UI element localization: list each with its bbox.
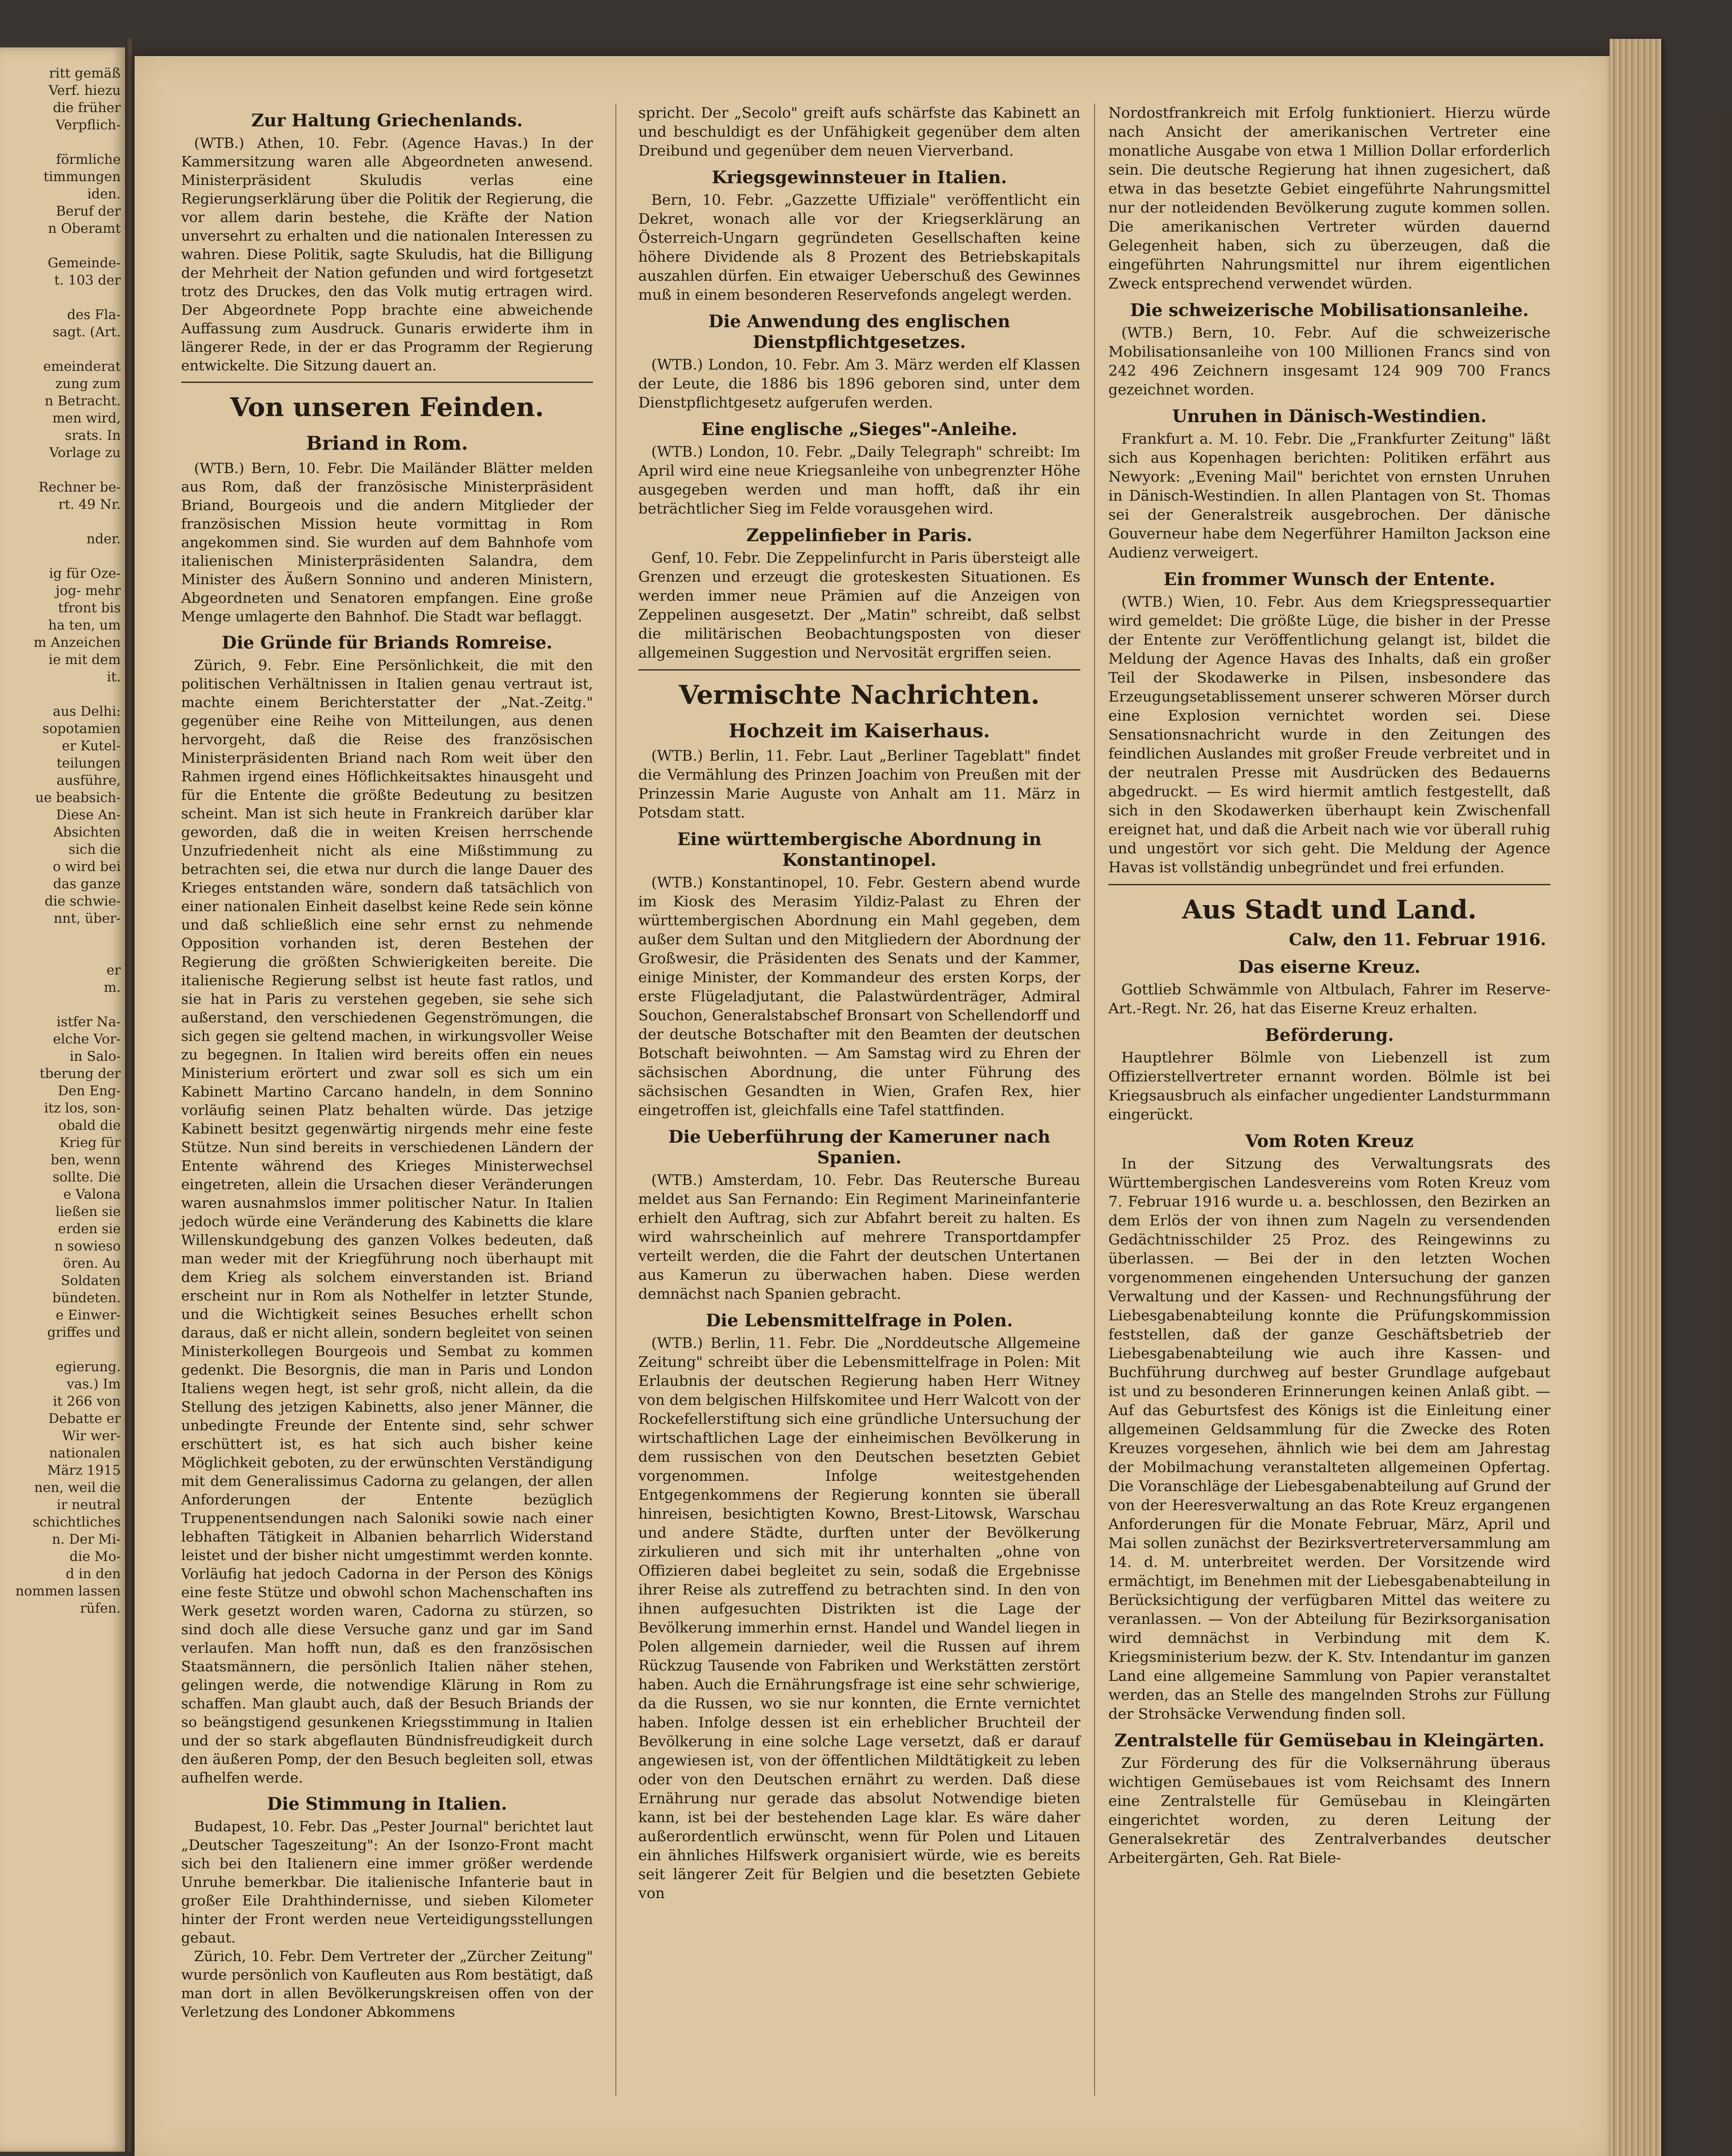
article-headline: Beförderung. <box>1265 1025 1394 1045</box>
left-page-text-fragment: nommen lassen <box>15 1583 121 1599</box>
left-page-text-fragment: emeinderat <box>43 359 121 374</box>
article-paragraph: Frankfurt a. M. 10. Febr. Die „Frankfurter Zeitung" läßt sich aus Kopenhagen berichten: Politiken erfährt aus Newyork: „Evening Mail" berichtet von ernsten Unruhen in Dänisch-Westindien. In allen Plantagen von St. Thomas sei der Generalstreik ausgebrochen. Der dänische Gouverneur habe dem Negerführer Hamilton Jackson eine Audienz verweigert. <box>1108 430 1550 561</box>
left-page-text-fragment: aus Delhi: <box>53 704 121 719</box>
article-paragraph: Zürich, 9. Febr. Eine Persönlichkeit, die mit den politischen Verhältnissen in Italien genau vertraut ist, machte einem Berichterstatter der „Nat.-Zeitg." gegenüber eine Reihe von Mitteilungen, aus denen hervorgeht, daß die Reise des französischen Ministerpräsidenten Briand nach Rom weit über den Rahmen irgend eines Höflichkeitsaktes hinausgeht und für die Entente die größte Bedeutung zu besitzen scheint. Man ist sich heute in Frankreich darüber klar geworden, daß die in weiten Kreisen herrschende Unzufriedenheit nicht als eine Mißstimmung zu betrachten sei, die etwa nur durch die lange Dauer des Krieges entstanden wäre, sondern daß tatsächlich von einer nationalen Einheit daselbst keine Rede sein könne und daß schließlich eine sehr ernst zu nehmende Opposition vorhanden ist, deren Bestehen der Regierung die größten Schwierigkeiten bereite. Die italienische Regierung selbst ist heute fast ratlos, und sie hat in Paris zu verstehen gegeben, sie sehe sich außerstand, den verschiedenen Gegenströmungen, die sich gegen sie geltend machen, in wirkungsvoller Weise zu begegnen. In Italien wird bereits offen ein neues Ministerium erörtert und zwar soll es sich um ein Kabinett Martino Carcano handeln, in dem Sonnino vorläufig seinen Platz behalten würde. Das jetzige Kabinett besitzt gegenwärtig nirgends mehr eine feste Stütze. Nun sind bereits in verschiedenen Ländern der Entente während des Krieges Ministerwechsel eingetreten, allein die Ursachen dieser Veränderungen waren ausnahmslos immer politischer Natur. In Italien jedoch würde eine Veränderung des Kabinetts die klare Willenskundgebung des ganzen Volkes bedeuten, daß man weder mit der Kriegführung noch überhaupt mit dem Krieg als solchem einverstanden ist. Briand erscheint nur in Rom als Nothelfer in letzter Stunde, und die Wichtigkeit seines Besuches erhellt schon daraus, daß er nicht allein, sondern begleitet von seinen Ministerkollegen Bourgeois und Sembat zu kommen gedenkt. Die Besorgnis, die man in Paris und London Italiens wegen hegt, ist sehr groß, nicht allein, da die Stellung des jetzigen Kabinetts, also jener Männer, die unbedingte Freunde der Entente sind, sehr schwer erschüttert ist, es hat sich auch bisher keine Möglichkeit geboten, zu der erwünschten Verständigung mit dem Generalissimus Cadorna zu gelangen, der allen Anforderungen der Entente bezüglich Truppenentsendungen nach Saloniki sowie nach einer lebhaften Tätigkeit in Albanien beharrlich Widerstand leistet und der bisher nicht umgestimmt werden konnte. Vorläufig hat jedoch Cadorna in der Person des Königs eine feste Stütze und obwohl schon Machenschaften ins Werk gesetzt worden waren, Cadorna zu stürzen, so sind doch alle diese Versuche ganz und gar im Sand verlaufen. Man hofft nun, daß es den französischen Staatsmännern, die persönlich Italien näher stehen, gelingen werde, die notwendige Klärung in Rom zu schaffen. Man glaubt auch, daß der Besuch Briands der so beängstigend gesunkenen Kriegsstimmung in Italien und der so stark abgeflauten Bündnisfreudigkeit durch den äußeren Pomp, der den Besuch begleiten soll, etwas aufhelfen werde. <box>181 657 593 1786</box>
left-page-text-fragment: Absichten <box>53 824 121 840</box>
left-page-text-fragment: Verpflich- <box>56 117 121 133</box>
left-page-text-fragment: ören. Au <box>63 1256 121 1271</box>
left-page-text-fragment: zung zum <box>55 376 121 392</box>
stacked-page-edges <box>1610 39 1661 2156</box>
left-page-text-fragment: n Betracht. <box>44 393 121 409</box>
article-paragraph: Budapest, 10. Febr. Das „Pester Journal" berichtet laut „Deutscher Tageszeitung": An der Isonzo-Front macht sich bei den Italienern eine immer größer werdende Unruhe bemerkbar. Die italienische Infanterie baut in großer Eile Drahthindernisse, und sieben Kilometer hinter der Front werden neue Verteidigungsstellungen gebaut. <box>181 1818 593 1946</box>
left-page-text-fragment: tfront bis <box>58 600 121 616</box>
section-heading: Aus Stadt und Land. <box>1182 895 1477 925</box>
left-page-text-fragment: nationalen <box>49 1445 121 1461</box>
left-page-text-fragment: Gemeinde- <box>47 255 121 271</box>
left-page-text-fragment: teilungen <box>56 755 121 771</box>
left-page-text-fragment: er <box>106 962 121 978</box>
left-page-text-fragment: Soldaten <box>61 1273 121 1288</box>
left-page-text-fragment: nder. <box>86 531 121 547</box>
article-paragraph: Hauptlehrer Bölmle von Liebenzell ist zum Offizierstellvertreter ernannt worden. Bölmle ist bei Kriegsausbruch als einfacher ungedienter Landsturmmann eingerückt. <box>1108 1049 1550 1123</box>
left-page-text-fragment: t. 103 der <box>54 273 121 288</box>
article-headline: Die Anwendung des englischen Dienstpflichtgesetzes. <box>708 311 1010 352</box>
article-paragraph: (WTB.) Berlin, 11. Febr. Die „Norddeutsche Allgemeine Zeitung" schreibt über die Lebensmittelfrage in Polen: Mit Erlaubnis der deutschen Regierung haben Herr Witney von dem belgischen Hilfskomitee und Herr Walcott von der Rockefellerstiftung sich eine gründliche Untersuchung der wirtschaftlichen Lage der einheimischen Bevölkerung in dem russischen von den Deutschen besetzten Gebiet vorgenommen. Infolge weitestgehenden Entgegenkommens der Regierung konnten sie überall hinreisen, besichtigten Kowno, Brest-Litowsk, Warschau und andere Städte, durften unter der Bevölkerung zirkulieren und sich mit ihr unterhalten „ohne von Offizieren dabei begleitet zu sein, sodaß die Ergebnisse ihrer Reise als zutreffend zu betrachten sind. In den von ihnen aufgesuchten Distrikten ist die Lage der Bevölkerung immerhin ernst. Handel und Wandel liegen in Polen allgemein darnieder, weil die Russen auf ihrem Rückzug Tausende von Fabriken und Werkstätten zerstört haben. Auch die Ernährungsfrage ist eine sehr schwierige, da die Russen, wo sie nur konnten, die Ernte vernichtet haben. Infolge dessen ist ein erheblicher Bruchteil der Bevölkerung in eine solche Lage versetzt, daß er darauf angewiesen ist, von der öffentlichen Mildtätigkeit zu leben oder von den Deutschen ernährt zu werden. Daß diese Ernährung nur gerade das absolut Notwendige bieten kann, ist bei der bestehenden Lage klar. Es wäre daher außerordentlich erwünscht, wenn für Polen und Litauen ein ähnliches Hilfswerk organisiert würde, wie es bereits seit längerer Zeit für Belgien und die besetzten Gebiete von <box>638 1335 1081 1902</box>
left-page-text-fragment: die Mo- <box>69 1549 121 1564</box>
left-page-text-fragment: srats. In <box>65 428 121 443</box>
left-page-text-fragment: Rechner be- <box>38 479 121 495</box>
section-rule <box>638 669 1080 671</box>
left-page-text-fragment: jog- mehr <box>56 583 121 599</box>
article-paragraph: (WTB.) Athen, 10. Febr. (Agence Havas.) In der Kammersitzung waren alle Abgeordneten anwesend. Ministerpräsident Skuludis verlas eine Regierungserklärung über die Politik der Regierung, die vor allem darin bestehe, die Kräfte der Nation unversehrt zu erhalten und die nationalen Interessen zu wahren. Diese Politik, sagte Skuludis, hat die Billigung der Mehrheit der Nation gefunden und wird fortgesetzt trotz des Druckes, den das Volk mutig ertragen wird. Der Abgeordnete Popp brachte eine abweichende Auffassung zum Ausdruck. Gunaris erwiderte ihm in längerer Rede, in der er das Programm der Regierung entwickelte. Die Sitzung dauert an. <box>181 135 593 374</box>
left-page-text-fragment: tberung der <box>39 1066 121 1081</box>
left-page-fragment <box>0 47 125 2152</box>
left-page-text-fragment: ue beabsich- <box>35 790 121 805</box>
left-page-text-fragment: ben, wenn <box>50 1152 121 1168</box>
left-page-text-fragment: Vorlage zu <box>49 445 121 461</box>
left-page-text-fragment: sopotamien <box>42 721 121 736</box>
article-paragraph: spricht. Der „Secolo" greift aufs schärfste das Kabinett an und beschuldigt es der Unfähigkeit gegenüber dem alten Dreibund und gegenüber dem neuen Vierverband. <box>638 104 1080 160</box>
left-page-text-fragment: m Anzeichen <box>34 635 121 650</box>
article-headline: Eine englische „Sieges"-Anleihe. <box>701 419 1017 439</box>
left-page-text-fragment: men wird, <box>52 411 121 426</box>
left-page-text-fragment: Krieg für <box>59 1135 121 1150</box>
left-page-text-fragment: Den Eng- <box>58 1083 121 1099</box>
article-headline: Zentralstelle für Gemüsebau in Kleingärten. <box>1114 1730 1545 1751</box>
article-paragraph: (WTB.) Konstantinopel, 10. Febr. Gestern abend wurde im Kiosk des Merasim Yildiz-Palast zu Ehren der württembergischen Abordnung ein Mahl gegeben, dem außer dem Sultan und den Mitgliedern der Abordnung der Großwesir, die Präsidenten des Senats und der Kammer, einige Minister, der Kommandeur des ersten Korps, der erste Flügeladjutant, die Palastwürdenträger, Admiral Souchon, Generalstabschef Bronsart von Schellendorff und der deutsche Botschafter mit den Beamten der deutschen Botschaft beiwohnten. — Am Samstag wird zu Ehren der sächsischen Abordnung, die unter Führung des sächsischen Gesandten in Wien, Grafen Rex, hier eingetroffen ist, gleichfalls eine Tafel stattfinden. <box>638 874 1080 1119</box>
left-page-text-fragment: Diese An- <box>56 807 121 823</box>
left-page-text-fragment: nen, weil die <box>34 1480 121 1495</box>
dateline: Calw, den 11. Februar 1916. <box>1289 930 1546 949</box>
section-heading: Vermischte Nachrichten. <box>679 680 1040 710</box>
article-headline: Kriegsgewinnsteuer in Italien. <box>712 167 1007 188</box>
left-page-text-fragment: d in den <box>66 1566 121 1582</box>
section-rule <box>1108 884 1550 885</box>
article-headline: Die Stimmung in Italien. <box>267 1794 507 1814</box>
left-page-text-fragment: e Einwer- <box>56 1307 121 1323</box>
article-headline: Zur Haltung Griechenlands. <box>251 110 523 131</box>
left-page-text-fragment: sich die <box>68 842 121 857</box>
left-page-text-fragment: rüfen. <box>80 1601 121 1616</box>
article-paragraph: (WTB.) Wien, 10. Febr. Aus dem Kriegspressequartier wird gemeldet: Die größte Lüge, die bisher in der Presse der Entente zur Veröffentlichung gelangt ist, bildet die Meldung der Agence Havas des Inhalts, daß ein großer Teil der Skodawerke in Pilsen, insbesondere das Erzeugungsetablissement unserer schweren Mörser durch eine Explosion vernichtet worden sei. Diese Sensationsnachricht wurde in den Zeitungen des feindlichen Auslandes mit großer Freude verbreitet und in der neutralen Presse mit Ausdrücken des Bedauerns abgedruckt. — Es wird hiermit amtlich festgestellt, daß sich in den Skodawerken überhaupt kein Zwischenfall ereignet hat, und daß die Arbeit nach wie vor überall ruhig und ungestört vor sich geht. Die Meldung der Agence Havas ist vollständig unbegründet und frei erfunden. <box>1108 593 1550 876</box>
page-curl-shadow <box>1704 112 1732 2156</box>
left-page-text-fragment: ig für Oze- <box>49 566 121 581</box>
left-page-text-fragment: Wir wer- <box>62 1428 121 1444</box>
article-paragraph: (WTB.) Bern, 10. Febr. Auf die schweizerische Mobilisationsanleihe von 100 Millionen Francs sind von 242 496 Zeichnern insgesamt 124 909 700 Francs gezeichnet worden. <box>1108 324 1550 398</box>
section-rule <box>181 382 593 383</box>
article-paragraph: (WTB.) Bern, 10. Febr. Die Mailänder Blätter melden aus Rom, daß der französische Ministerpräsident Briand, Bourgeois und die andern Mitglieder der französischen Mission heute vormittag in Rom angekommen sind. Sie wurden auf dem Bahnhofe vom italienischen Ministerpräsidenten Salandra, dem Minister des Äußern Sonnino und anderen Ministern, Abgeordneten und Senatoren empfangen. Eine große Menge umlagerte den Bahnhof. Die Stadt war beflaggt. <box>181 460 593 625</box>
article-headline: Das eiserne Kreuz. <box>1238 957 1421 977</box>
article-paragraph: Nordostfrankreich mit Erfolg funktioniert. Hierzu würde nach Ansicht der amerikanischen Vertreter eine monatliche Ausgabe von etwa 1 Million Dollar erforderlich sein. Die deutsche Regierung hat ihnen zugesichert, daß etwa in das besetzte Gebiet eingeführte Nahrungsmittel nur der notleidenden Bevölkerung zugute kommen sollen. Die amerikanischen Vertreter würden dauernd Gelegenheit haben, sich zu überzeugen, daß die eingeführten Nahrungsmittel nur ihrem eigentlichen Zweck entsprechend verwendet würden. <box>1108 104 1550 292</box>
left-page-text-fragment: it 266 von <box>53 1394 121 1409</box>
article-headline: Die Ueberführung der Kameruner nach Spanien. <box>668 1127 1051 1168</box>
article-paragraph: Bern, 10. Febr. „Gazzette Uffiziale" veröffentlicht ein Dekret, wonach alle vor der Kriegserklärung an Österreich-Ungarn gegründeten Gesellschaften keine höhere Dividende als 8 Prozent des Betriebskapitals auszahlen dürfen. Ein etwaiger Ueberschuß des Gewinnes muß in einem besonderen Reservefonds angelegt werden. <box>638 191 1080 304</box>
article-paragraph: (WTB.) London, 10. Febr. Am 3. März werden elf Klassen der Leute, die 1886 bis 1896 geboren sind, unter dem Dienstpflichtgesetz aufgerufen werden. <box>638 356 1080 411</box>
left-page-text-fragment: Verf. hiezu <box>48 83 121 98</box>
left-page-text-fragment: rt. 49 Nr. <box>58 497 121 512</box>
column-1 <box>181 103 593 2021</box>
left-page-text-fragment: griffes und <box>47 1325 121 1340</box>
left-page-text-fragment: Debatte er <box>48 1411 121 1426</box>
section-heading: Von unseren Feinden. <box>230 392 544 423</box>
article-paragraph: Genf, 10. Febr. Die Zeppelinfurcht in Paris übersteigt alle Grenzen und erzeugt die groteskesten Situationen. Es werden immer neue Prämien auf die Anzeigen von Zeppelinen ausgesetzt. Der „Matin" schreibt, daß selbst die militärischen Beobachtungsposten von dieser allgemeinen Suggestion und Nervosität ergriffen seien. <box>638 549 1080 661</box>
newspaper-page <box>135 56 1610 2156</box>
column-divider-1 <box>615 103 616 2096</box>
left-page-text-fragment: die schwie- <box>44 893 121 909</box>
left-page-text-fragment: e Valona <box>63 1187 121 1202</box>
left-page-text-fragment: förmliche <box>56 152 121 167</box>
left-page-text-fragment: des Fla- <box>67 307 121 323</box>
left-page-text-fragment: schichtliches <box>32 1514 121 1530</box>
left-page-text-fragment: bündeten. <box>52 1290 121 1306</box>
column-3 <box>1108 103 1550 1868</box>
article-headline: Hochzeit im Kaiserhaus. <box>728 720 990 742</box>
left-page-text-fragment: o wird bei <box>53 859 121 874</box>
article-headline: Unruhen in Dänisch-Westindien. <box>1172 406 1487 426</box>
article-paragraph: (WTB.) Berlin, 11. Febr. Laut „Berliner Tageblatt" findet die Vermählung des Prinzen Joachim von Preußen mit der Prinzessin Marie Auguste von Anhalt am 11. März in Potsdam statt. <box>638 747 1080 821</box>
left-page-text-fragment: obald die <box>58 1118 121 1133</box>
left-page-text-fragment: ritt gemäß <box>49 66 121 81</box>
article-headline: Die Gründe für Briands Romreise. <box>222 633 552 653</box>
article-headline: Eine württembergische Abordnung in Konstantinopel. <box>677 829 1042 870</box>
left-page-text-fragment: er Kutel- <box>62 738 121 754</box>
left-page-text-fragment: ie mit dem <box>48 652 121 667</box>
left-page-text-fragment: ha ten, um <box>48 617 121 633</box>
column-divider-2 <box>1094 103 1095 2096</box>
left-page-text-fragment: it. <box>107 669 121 685</box>
left-page-text-fragment: m. <box>104 980 121 995</box>
left-page-text-fragment: die früher <box>53 100 121 116</box>
left-page-text-fragment: istfer Na- <box>56 1014 121 1030</box>
left-page-text-fragment: elche Vor- <box>53 1031 121 1047</box>
left-page-text-fragment: ir neutral <box>56 1497 121 1513</box>
left-page-text-fragment: sagt. (Art. <box>52 324 121 340</box>
left-page-text-fragment: vas.) Im <box>66 1376 121 1392</box>
left-page-text-fragment: erden sie <box>58 1221 121 1237</box>
left-page-text-fragment: in Salo- <box>69 1049 121 1064</box>
left-page-text-fragment: das ganze <box>53 876 121 892</box>
article-paragraph: Zur Förderung des für die Volksernährung überaus wichtigen Gemüsebaues ist vom Reichsamt des Innern eine Zentralstelle für Gemüsebau in Kleingärten eingerichtet worden, zu deren Leitung der Generalsekretär des Zentralverbandes deutscher Arbeitergärten, Geh. Rat Biele- <box>1108 1755 1550 1867</box>
left-page-text-fragment: nnt, über- <box>53 911 121 926</box>
left-page-text-fragment: n Oberamt <box>48 221 121 236</box>
article-paragraph: Gottlieb Schwämmle von Altbulach, Fahrer im Reserve-Art.-Regt. Nr. 26, hat das Eiserne Kreuz erhalten. <box>1108 981 1550 1017</box>
book-spine <box>125 39 135 2152</box>
article-paragraph: In der Sitzung des Verwaltungsrats des Württembergischen Landesvereins vom Roten Kreuz vom 7. Februar 1916 wurde u. a. beschlossen, den Bezirken an dem Erlös der von ihnen zum Nageln zu versendenden Gedächtnisschilder 25 Proz. des Reingewinns zu überlassen. — Bei der in den letzten Wochen vorgenommenen eingehenden Untersuchung der ganzen Verwaltung und der Kassen- und Rechnungsführung der Liebesgabenabteilung konnte die Prüfungskommission feststellen, daß der ganze Geschäftsbetrieb der Liebesgabenabteilung wie auch ihre Kassen- und Buchführung durchweg auf bester Grundlage aufgebaut ist und zu besonderen Erinnerungen keinen Anlaß gibt. — Auf das Geburtsfest des Königs ist die Einleitung einer allgemeinen Geldsammlung für die Zwecke des Roten Kreuzes vorgesehen, ähnlich wie bei dem am Jahrestag der Mobilmachung veranstalteten allgemeinen Opfertag. Die Voranschläge der Liebesgabenabteilung auf Grund der von der Heeresverwaltung an das Rote Kreuz ergangenen Anforderungen für die Monate Februar, März, April und Mai sollen zunächst der Bezirksvertreterversammlung am 14. d. M. unterbreitet werden. Der Vorsitzende wird ermächtigt, im Benehmen mit der Liebesgabenabteilung in Berücksichtigung der verfügbaren Mittel das weitere zu veranlassen. — Von der Abteilung für Bezirksorganisation wird demnächst in Verbindung mit dem K. Kriegsministerium bezw. der K. Stv. Intendantur im ganzen Land eine allgemeine Sammlung von Papier veranstaltet werden, das an Stelle des mangelnden Strohs zur Füllung der Strohsäcke Verwendung finden soll. <box>1108 1155 1550 1723</box>
left-page-text-fragment: itz los, son- <box>44 1100 121 1116</box>
article-paragraph: (WTB.) Amsterdam, 10. Febr. Das Reutersche Bureau meldet aus San Fernando: Ein Regiment Marineinfanterie erhielt den Auftrag, sich zur Abfahrt bereit zu halten. Es wird wahrscheinlich auf mehrere Transportdampfer verteilt werden, die die Fahrt der deutschen Untertanen aus Kamerun zu überwachen haben. Diese werden demnächst nach Spanien gebracht. <box>638 1172 1080 1303</box>
article-headline: Vom Roten Kreuz <box>1245 1131 1414 1151</box>
left-page-text-fragment: timmungen <box>43 169 121 185</box>
left-page-text-fragment: iden. <box>87 186 121 202</box>
article-headline: Die Lebensmittelfrage in Polen. <box>706 1310 1013 1331</box>
left-page-text-fragment: sollte. Die <box>52 1169 121 1185</box>
left-page-text-fragment: ausführe, <box>56 773 121 788</box>
left-page-text-fragment: ließen sie <box>55 1204 121 1219</box>
article-headline: Briand in Rom. <box>306 432 468 454</box>
column-2 <box>638 103 1080 1903</box>
article-headline: Zeppelinfieber in Paris. <box>746 525 973 545</box>
article-headline: Ein frommer Wunsch der Entente. <box>1164 569 1495 589</box>
left-page-text-fragment: März 1915 <box>47 1463 121 1478</box>
left-page-text-fragment: egierung. <box>56 1359 121 1375</box>
article-paragraph: (WTB.) London, 10. Febr. „Daily Telegraph" schreibt: Im April wird eine neue Kriegsanleihe von unbegrenzter Höhe ausgegeben werden und man hofft, daß ihr ein beträchtlicher Sieg im Felde vorausgehen wird. <box>638 443 1080 517</box>
article-headline: Die schweizerische Mobilisationsanleihe. <box>1130 300 1529 320</box>
left-page-text-fragment: n sowieso <box>54 1238 121 1254</box>
left-page-text-fragment: Beruf der <box>56 204 121 219</box>
article-paragraph: Zürich, 10. Febr. Dem Vertreter der „Zürcher Zeitung" wurde persönlich von Kaufleuten aus Rom bestätigt, daß man dort in allen Bevölkerungskreisen offen von der Verletzung des Londoner Abkommens <box>181 1948 593 2020</box>
left-page-text-fragment: n. Der Mi- <box>52 1532 121 1547</box>
